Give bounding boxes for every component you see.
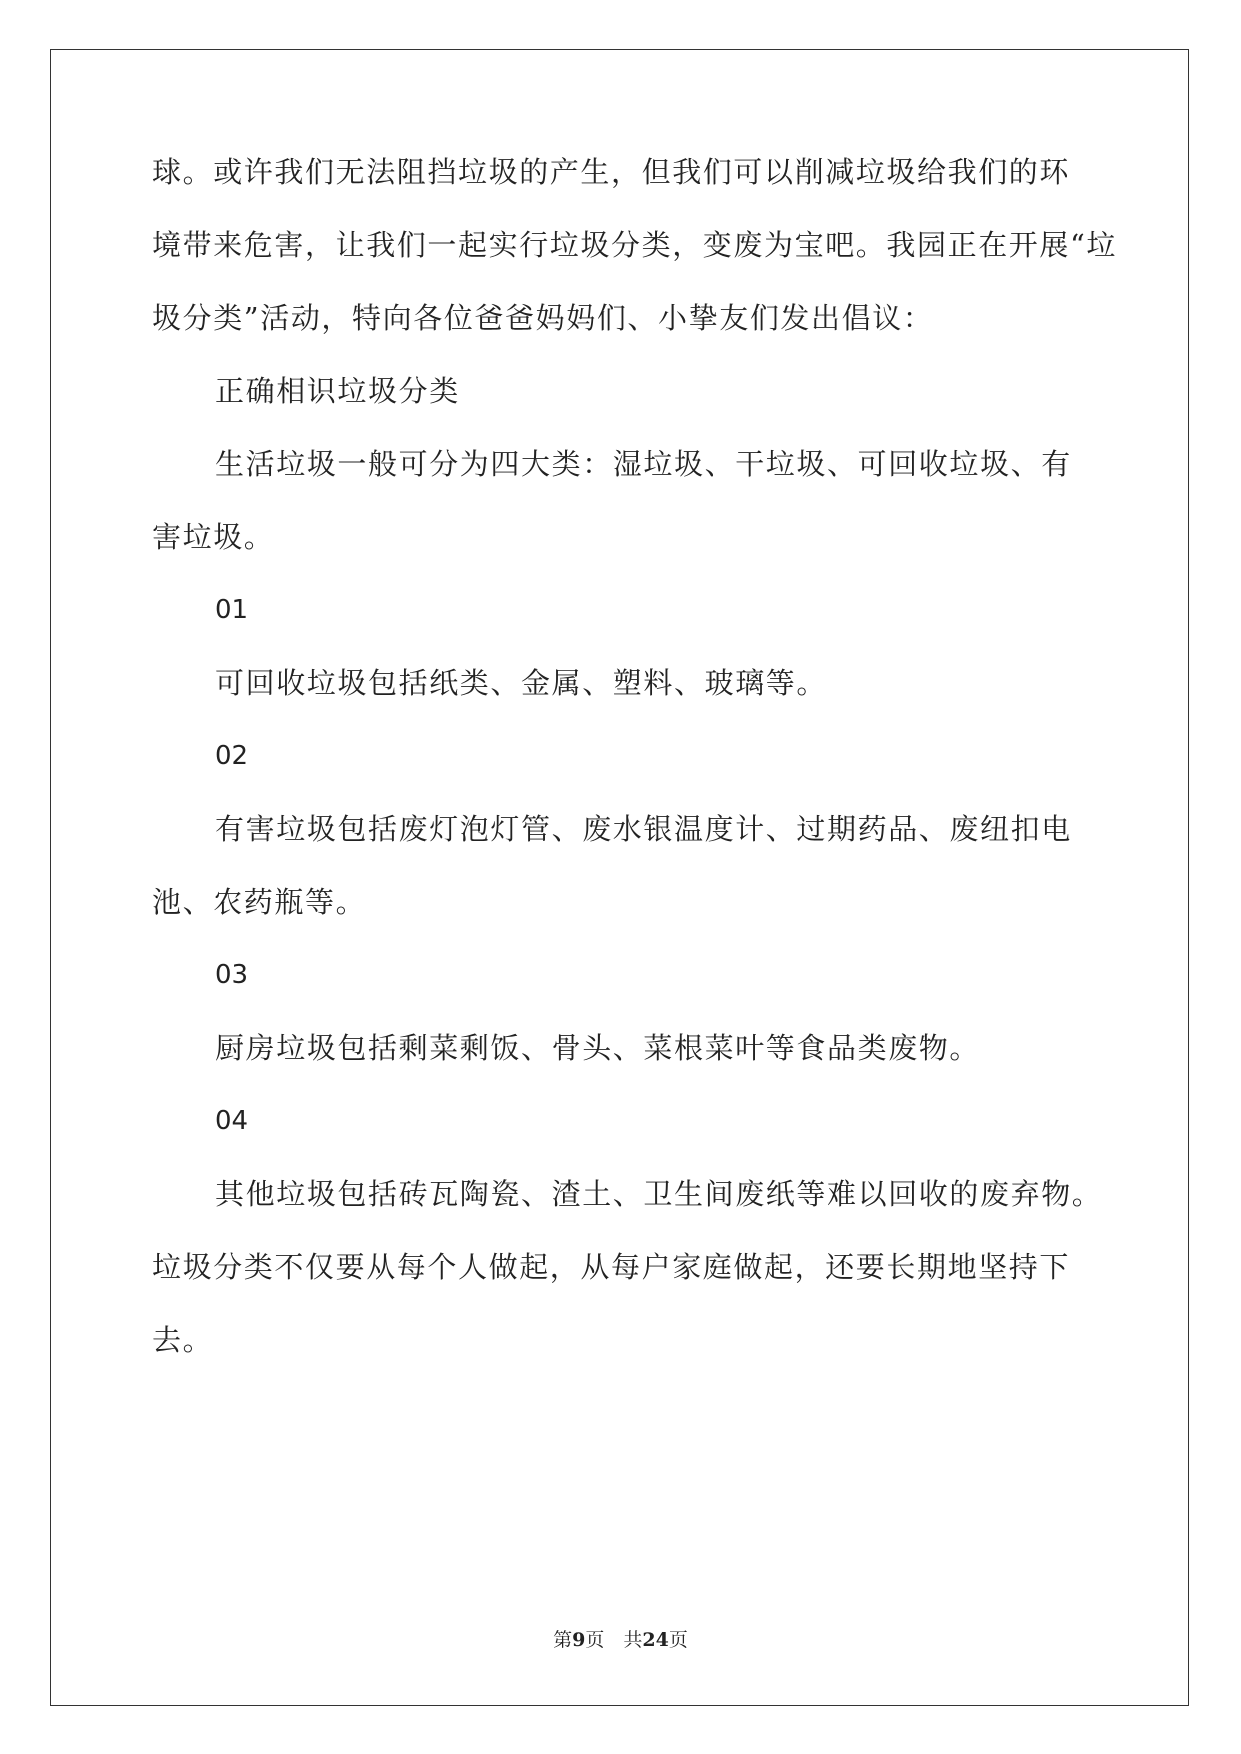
section-heading: 正确相识垃圾分类 xyxy=(215,374,460,408)
paragraph-line: 境带来危害，让我们一起实行垃圾分类，变废为宝吧。我园正在开展“垃 xyxy=(152,228,1118,262)
paragraph-line: 害垃圾。 xyxy=(152,520,275,554)
paragraph-line: 生活垃圾一般可分为四大类：湿垃圾、干垃圾、可回收垃圾、有 xyxy=(215,447,1072,481)
item-number: 03 xyxy=(215,960,249,990)
paragraph-line: 其他垃圾包括砖瓦陶瓷、渣土、卫生间废纸等难以回收的废弃物。 xyxy=(215,1177,1103,1211)
page-number: 9 xyxy=(572,1629,586,1651)
paragraph-line: 球。或许我们无法阻挡垃圾的产生，但我们可以削减垃圾给我们的环 xyxy=(152,155,1071,189)
item-number: 04 xyxy=(215,1106,249,1136)
item-number: 02 xyxy=(215,741,249,771)
page-suffix: 页 xyxy=(585,1629,605,1651)
paragraph-line: 有害垃圾包括废灯泡灯管、废水银温度计、过期药品、废纽扣电 xyxy=(215,812,1072,846)
paragraph-line: 去。 xyxy=(152,1323,214,1357)
paragraph-line: 垃圾分类不仅要从每个人做起，从每户家庭做起，还要长期地坚持下 xyxy=(152,1250,1071,1284)
total-suffix: 页 xyxy=(668,1629,688,1651)
item-number: 01 xyxy=(215,595,249,625)
page-footer xyxy=(0,1627,1241,1653)
total-prefix: 共 xyxy=(623,1629,643,1651)
paragraph-line: 厨房垃圾包括剩菜剩饭、骨头、菜根菜叶等食品类废物。 xyxy=(215,1031,981,1065)
paragraph-line: 池、农药瓶等。 xyxy=(152,885,367,919)
paragraph-line: 圾分类”活动，特向各位爸爸妈妈们、小挚友们发出倡议： xyxy=(152,301,934,335)
total-pages: 24 xyxy=(642,1629,669,1651)
paragraph-line: 可回收垃圾包括纸类、金属、塑料、玻璃等。 xyxy=(215,666,828,700)
page-prefix: 第 xyxy=(553,1629,573,1651)
